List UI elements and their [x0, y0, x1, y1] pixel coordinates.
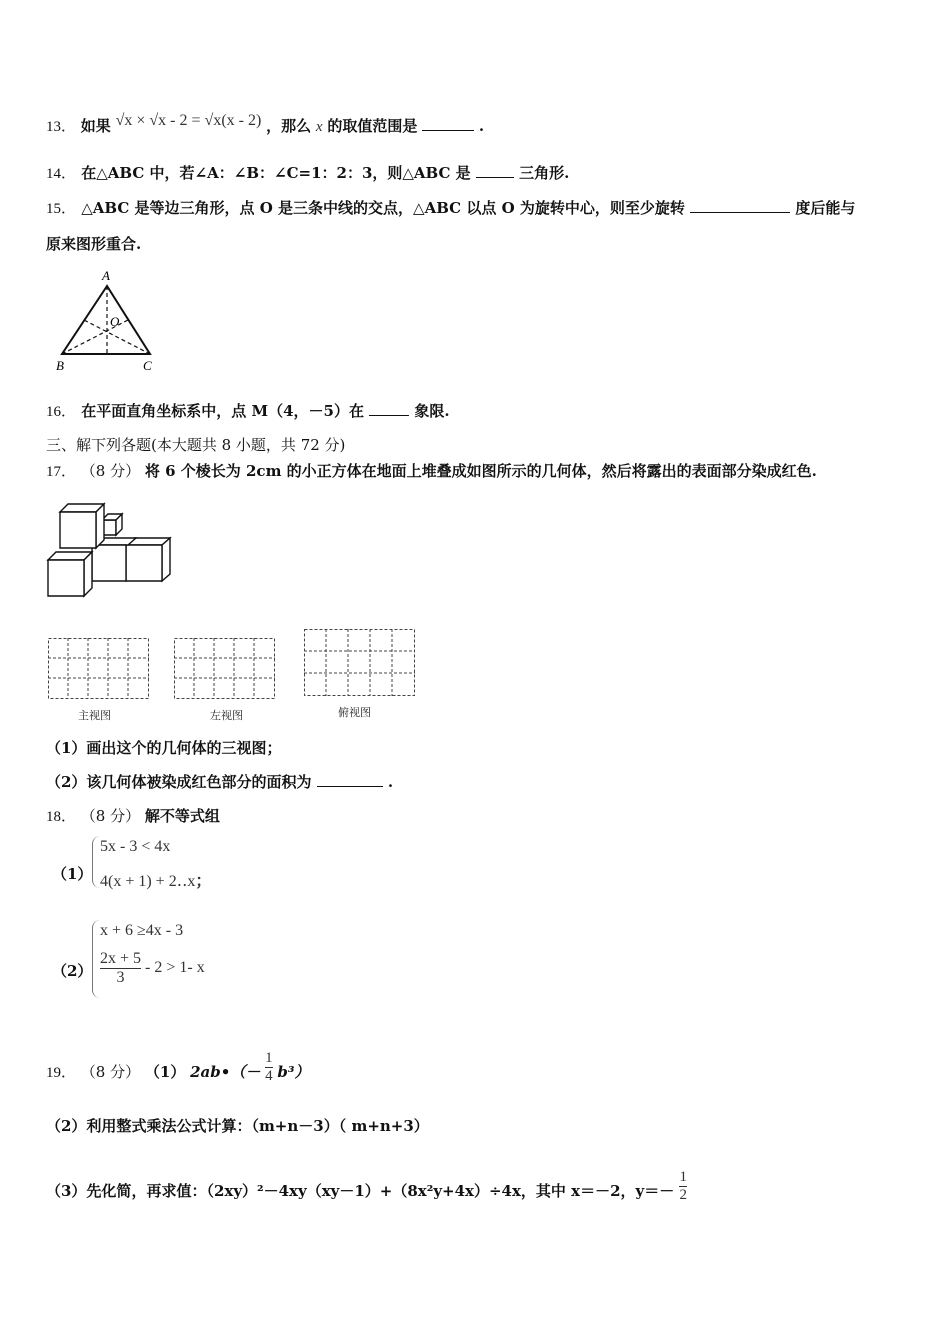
answer-blank[interactable] — [369, 401, 409, 416]
label-b: B — [56, 358, 64, 373]
question-text: 三角形. — [519, 164, 570, 182]
radical-equation: √x × √x - 2 = √x(x - 2) — [115, 112, 262, 129]
question-15-cont: 原来图形重合. — [46, 235, 142, 253]
question-18 — [46, 805, 220, 826]
q17-sub2 — [46, 771, 393, 792]
question-16 — [46, 400, 450, 421]
q19-part3 — [46, 1169, 687, 1209]
fraction-numerator: 1 — [265, 1050, 273, 1066]
question-19 — [46, 1050, 310, 1090]
inequality-2b — [100, 950, 205, 986]
fraction-denominator: 3 — [100, 968, 141, 987]
question-text: 在△ABC 中，若∠A：∠B：∠C=1：2：3，则△ABC 是 — [81, 164, 471, 182]
question-13 — [46, 112, 485, 136]
inequality-1a: 5x - 3 < 4x — [100, 838, 171, 855]
caption-top-view: 俯视图 — [338, 706, 371, 719]
question-number: 15． — [46, 201, 77, 217]
expression: 2ab•（－ — [190, 1063, 261, 1081]
triangle-abc — [62, 286, 150, 354]
question-number: 14． — [46, 166, 77, 182]
part-label: （1） — [144, 1063, 186, 1081]
question-number: 19． — [46, 1065, 77, 1081]
fraction-numerator: 2x + 5 — [100, 950, 142, 967]
answer-blank[interactable] — [422, 116, 474, 131]
question-text: 的取值范围是 — [327, 117, 418, 135]
score: （8 分） — [80, 1063, 141, 1081]
cube-side — [96, 504, 104, 548]
answer-blank[interactable] — [690, 198, 790, 213]
question-number: 13． — [46, 119, 77, 135]
answer-blank[interactable] — [317, 772, 383, 787]
inequality-1b-text: 4(x + 1) + 2‥x — [100, 873, 196, 890]
top-view-grid[interactable] — [304, 629, 416, 697]
question-17 — [46, 460, 817, 481]
question-text: （2）该几何体被染成红色部分的面积为 — [46, 773, 312, 791]
fraction — [679, 1169, 687, 1203]
caption-left-view: 左视图 — [210, 709, 243, 722]
question-text: . — [478, 117, 485, 135]
question-text: 在平面直角坐标系中，点 M（4，－5）在 — [81, 402, 364, 420]
q17-sub1: （1）画出这个的几何体的三视图； — [46, 739, 282, 757]
section-heading: 三、解下列各题(本大题共 8 小题，共 72 分) — [46, 436, 346, 454]
cube-front — [92, 545, 126, 581]
expression: b³） — [277, 1063, 310, 1081]
front-view-grid[interactable] — [48, 638, 150, 700]
q18-part2-label: （2） — [52, 962, 93, 980]
question-text: （3）先化简，再求值：（2xy）²－4xy（xy－1）+（8x²y+4x）÷4x，其中 x＝－2，y＝－ — [46, 1182, 675, 1200]
question-text: 如果 — [80, 117, 111, 135]
question-15 — [46, 197, 855, 218]
label-o: O — [110, 314, 120, 329]
question-text: △ABC 是等边三角形，点 O 是三条中线的交点，△ABC 以点 O 为旋转中心，则至少旋转 — [81, 199, 685, 217]
answer-blank[interactable] — [476, 163, 514, 178]
question-text: ，那么 — [266, 117, 312, 135]
score: （8 分） — [80, 807, 141, 825]
triangle-figure — [50, 268, 160, 376]
label-a: A — [102, 268, 110, 283]
q18-part1-label: （1） — [52, 865, 93, 883]
question-number: 18． — [46, 809, 77, 825]
cube-front — [126, 545, 162, 581]
question-text: . — [387, 773, 394, 791]
cube-front — [60, 512, 96, 548]
fraction — [100, 950, 141, 986]
left-view-grid[interactable] — [174, 638, 276, 700]
inequality-2a: x + 6 ≥4x - 3 — [100, 922, 184, 939]
caption-front-view: 主视图 — [78, 709, 111, 722]
inequality-2b-rest: - 2 > 1- x — [145, 958, 205, 976]
cube-side — [84, 552, 92, 596]
fraction-denominator: 4 — [265, 1067, 273, 1084]
question-text: 解不等式组 — [144, 807, 220, 825]
question-number: 17． — [46, 464, 77, 480]
fraction — [265, 1050, 273, 1084]
question-text: 度后能与 — [795, 199, 856, 217]
cubes-figure — [46, 500, 178, 598]
question-number: 16． — [46, 404, 77, 420]
punctuation: ； — [195, 873, 212, 890]
cube-front — [48, 560, 84, 596]
score: （8 分） — [80, 462, 141, 480]
label-c: C — [143, 358, 152, 373]
inequality-1b — [100, 868, 211, 891]
cube-side — [162, 538, 170, 581]
math-variable: x — [315, 119, 323, 135]
fraction-denominator: 2 — [679, 1186, 687, 1203]
question-text: 将 6 个棱长为 2cm 的小正方体在地面上堆叠成如图所示的几何体，然后将露出的表面部分染成红色. — [144, 462, 817, 480]
question-text: 象限. — [414, 402, 450, 420]
question-14 — [46, 162, 569, 183]
q19-part2: （2）利用整式乘法公式计算：（m+n－3）（ m+n+3） — [46, 1117, 429, 1135]
fraction-numerator: 1 — [679, 1169, 687, 1185]
